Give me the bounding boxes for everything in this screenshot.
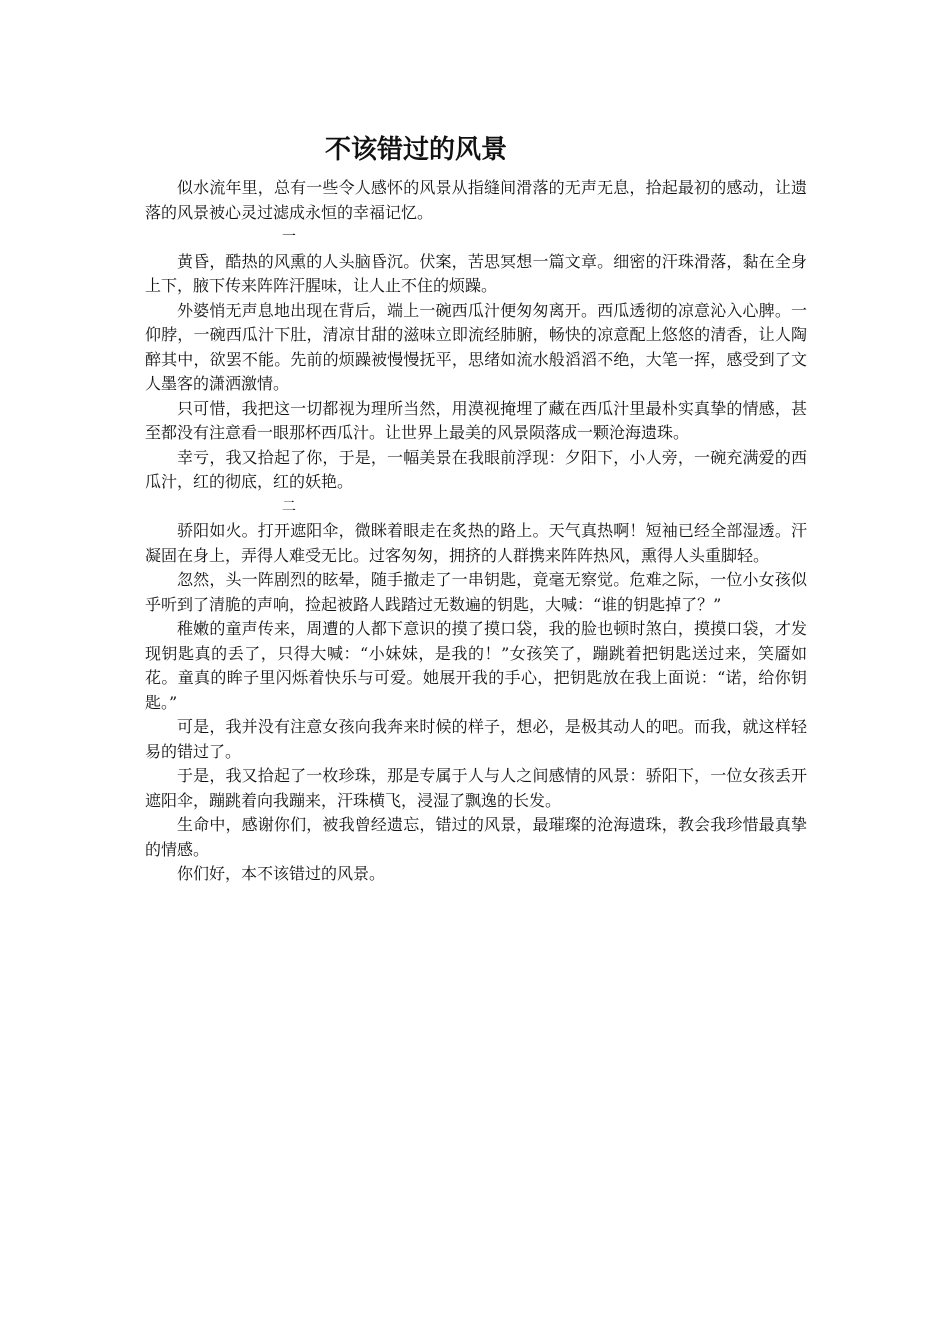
section-one-paragraph-4: 幸亏，我又拾起了你，于是，一幅美景在我眼前浮现：夕阳下，小人旁，一碗充满爱的西瓜汁，红的彻底，红的妖艳。 xyxy=(145,447,807,491)
section-two-paragraph-6: 生命中，感谢你们，被我曾经遗忘，错过的风景，最璀璨的沧海遗珠，教会我珍惜最真挚的情感。 xyxy=(145,815,807,859)
document-body xyxy=(145,176,807,887)
section-two-paragraph-3: 稚嫩的童声传来，周遭的人都下意识的摸了摸口袋，我的脸也顿时煞白，摸摸口袋，才发现钥匙真的丢了，只得大喊：“小妹妹，是我的！”女孩笑了，蹦跳着把钥匙送过来，笑靥如花。童真的眸子里闪烁着快乐与可爱。她展开我的手心，把钥匙放在我上面说：“诺，给你钥匙。” xyxy=(145,619,807,712)
section-one-paragraph-3: 只可惜，我把这一切都视为理所当然，用漠视掩埋了藏在西瓜汁里最朴实真挚的情感，甚至都没有注意看一眼那杯西瓜汁。让世界上最美的风景陨落成一颗沧海遗珠。 xyxy=(145,398,807,442)
section-two-paragraph-2: 忽然，头一阵剧烈的眩晕，随手撤走了一串钥匙，竟毫无察觉。危难之际，一位小女孩似乎听到了清脆的声响，捡起被路人践踏过无数遍的钥匙，大喊：“谁的钥匙掉了？” xyxy=(145,570,807,614)
section-two-paragraph-4: 可是，我并没有注意女孩向我奔来时候的样子，想必，是极其动人的吧。而我，就这样轻易的错过了。 xyxy=(145,717,807,761)
section-one-mark: 一 xyxy=(282,229,296,245)
section-two-paragraph-5: 于是，我又拾起了一枚珍珠，那是专属于人与人之间感情的风景：骄阳下，一位女孩丢开遮阳伞，蹦跳着向我蹦来，汗珠横飞，浸湿了飘逸的长发。 xyxy=(145,766,807,810)
section-one-paragraph-2: 外婆悄无声息地出现在背后，端上一碗西瓜汁便匆匆离开。西瓜透彻的凉意沁入心脾。一仰脖，一碗西瓜汁下肚，清凉甘甜的滋味立即流经肺腑，畅快的凉意配上悠悠的清香，让人陶醉其中，欲罢不能。先前的烦躁被慢慢抚平，思绪如流水般滔滔不绝，大笔一挥，感受到了文人墨客的潇洒激情。 xyxy=(145,300,807,393)
section-two-mark: 二 xyxy=(282,498,296,515)
intro-paragraph: 似水流年里，总有一些令人感怀的风景从指缝间滑落的无声无息，拾起最初的感动，让遗落的风景被心灵过滤成永恒的幸福记忆。 xyxy=(145,178,807,222)
section-one-paragraph-1: 黄昏，酷热的风熏的人头脑昏沉。伏案，苦思冥想一篇文章。细密的汗珠滑落，黏在全身上下，腋下传来阵阵汗腥味，让人止不住的烦躁。 xyxy=(145,251,807,295)
section-two-paragraph-7: 你们好，本不该错过的风景。 xyxy=(177,864,386,883)
section-two-paragraph-1: 骄阳如火。打开遮阳伞，微眯着眼走在炙热的路上。天气真热啊！短袖已经全部湿透。汗凝固在身上，弄得人难受无比。过客匆匆，拥挤的人群携来阵阵热风，熏得人头重脚轻。 xyxy=(145,521,807,565)
document-title: 不该错过的风景 xyxy=(324,135,507,165)
